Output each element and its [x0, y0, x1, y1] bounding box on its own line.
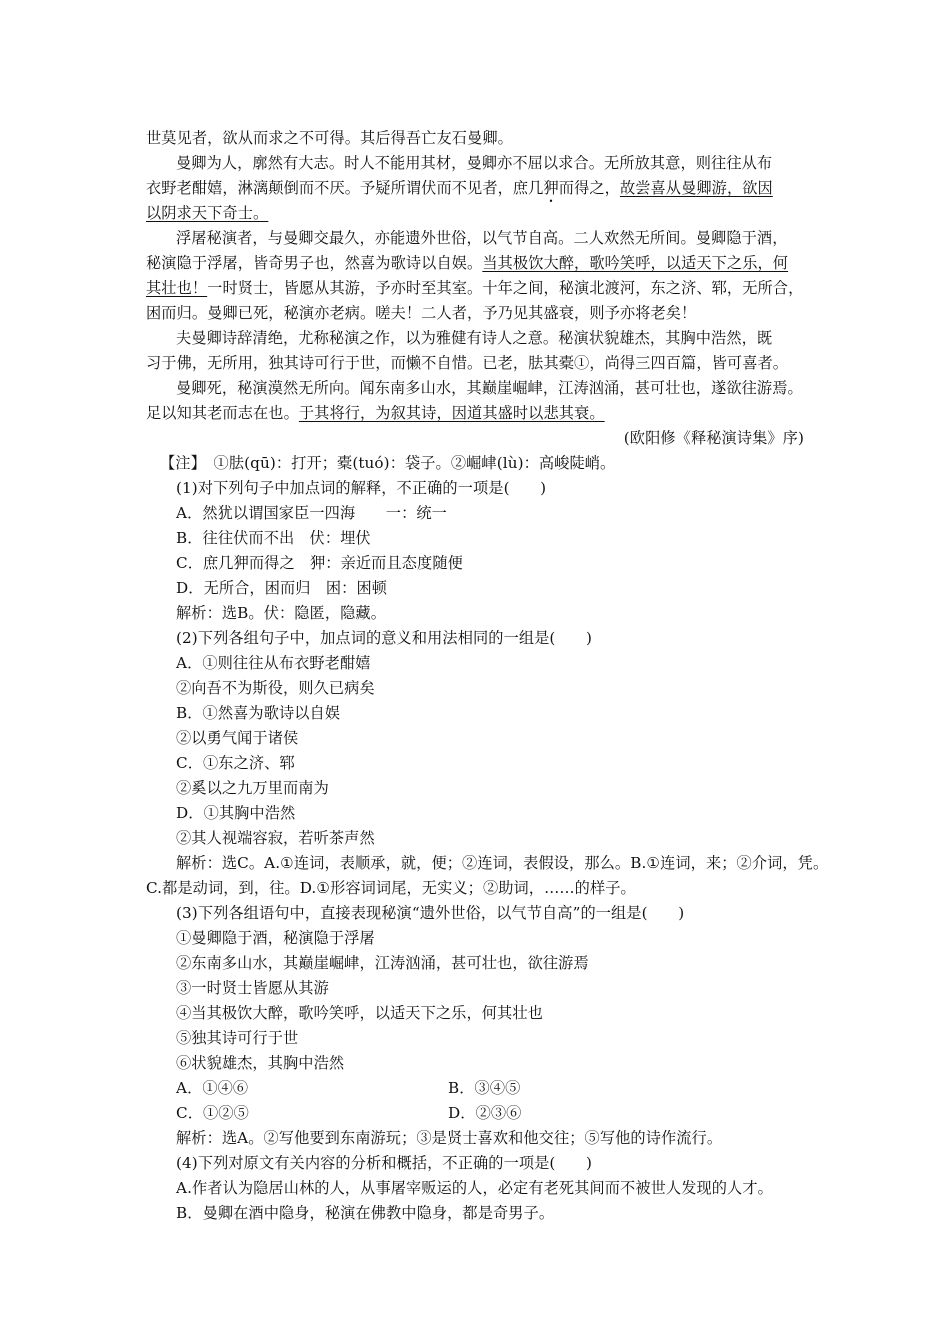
option-d-2: ②其人视端容寂，若听茶声然 [176, 829, 375, 847]
passage-line: 浮屠秘演者，与曼卿交最久，亦能遗外世俗，以气节自高。二人欢然无所间。曼卿隐于酒， [176, 229, 788, 247]
option-b-2: ②以勇气闻于诸侯 [176, 729, 299, 747]
analysis: 解析：选A。②写他要到东南游玩；③是贤士喜欢和他交往；⑤写他的诗作流行。 [176, 1129, 723, 1147]
underlined-sentence: 当其极饮大醉，歌吟笑呼，以适天下之乐，何 [482, 254, 789, 272]
passage-line: 困而归。曼卿已死，秘演亦老病。嗟夫！二人者，予乃见其盛衰，则予亦将老矣！ [146, 304, 697, 322]
passage-line: 衣野老酣嬉，淋漓颠倒而不厌。予疑所谓伏而不见者，庶几狎而得之，故尝喜从曼卿游，欲因 [146, 179, 773, 197]
passage-line: 世莫见者，欲从而求之不可得。其后得吾亡友石曼卿。 [146, 129, 513, 147]
passage-line: 习于佛，无所用，独其诗可行于世，而懒不自惜。已老，胠其橐①，尚得三四百篇，皆可喜者。 [146, 354, 789, 372]
option-a-2: ②向吾不为斯役，则久已病矣 [176, 679, 375, 697]
option-c: C．庶几狎而得之 狎：亲近而且态度随便 [176, 554, 463, 572]
option-b: B．曼卿在酒中隐身，秘演在佛教中隐身，都是奇男子。 [176, 1204, 555, 1222]
option-a: A．然犹以谓国家臣一四海 一：统一 [176, 504, 447, 522]
option-c-1: C．①东之济、郓 [176, 754, 295, 772]
item-1: ①曼卿隐于酒，秘演隐于浮屠 [176, 929, 375, 947]
question-stem: (4)下列对原文有关内容的分析和概括，不正确的一项是( ) [176, 1154, 593, 1172]
item-4: ④当其极饮大醉，歌吟笑呼，以适天下之乐，何其壮也 [176, 1004, 543, 1022]
question-stem: (2)下列各组句子中，加点词的意义和用法相同的一组是( ) [176, 629, 593, 647]
analysis: 解析：选B。伏：隐匿，隐藏。 [176, 604, 386, 622]
footnote: 【注】 ①胠(qū)：打开；橐(tuó)：袋子。②崛峍(lù)：高峻陡峭。 [160, 454, 616, 472]
passage-line [146, 201, 268, 225]
passage-line: 曼卿为人，廓然有大志。时人不能用其材，曼卿亦不屈以求合。无所放其意，则往往从布 [176, 154, 773, 172]
option-d-1: D．①其胸中浩然 [176, 804, 296, 822]
passage-source: (欧阳修《释秘演诗集》序) [623, 429, 804, 447]
item-6: ⑥状貌雄杰，其胸中浩然 [176, 1054, 345, 1072]
passage-line: 秘演隐于浮屠，皆奇男子也，然喜为歌诗以自娱。当其极饮大醉，歌吟笑呼，以适天下之乐，何 [146, 254, 789, 272]
option-a: A．①④⑥ [176, 1079, 249, 1097]
passage-line: 曼卿死，秘演漠然无所向。闻东南多山水，其巅崖崛峍，江涛汹涌，甚可壮也，遂欲往游焉。 [176, 379, 803, 397]
underlined-sentence: 其壮也！ [146, 279, 208, 297]
option-c-2: ②奚以之九万里而南为 [176, 779, 329, 797]
underlined-sentence: 于其将行，为叙其诗，因道其盛时以悲其衰。 [298, 404, 605, 422]
option-c: C．①②⑤ [176, 1104, 249, 1122]
passage-line: 其壮也！一时贤士，皆愿从其游，予亦时至其室。十年之间，秘演北渡河，东之济、郓，无所合， [146, 279, 804, 297]
option-b: B．③④⑤ [448, 1079, 521, 1097]
analysis-continued: C.都是动词，到，往。D.①形容词词尾，无实义；②助词，……的样子。 [146, 879, 636, 897]
underlined-sentence: 故尝喜从曼卿游，欲因 [619, 179, 773, 197]
option-b: B．往往伏而不出 伏：埋伏 [176, 529, 371, 547]
option-b-1: B．①然喜为歌诗以自娱 [176, 704, 341, 722]
option-d: D．②③⑥ [448, 1104, 522, 1122]
option-a: A.作者认为隐居山林的人，从事屠宰贩运的人，必定有老死其间而不被世人发现的人才。 [176, 1179, 773, 1197]
item-3: ③一时贤士皆愿从其游 [176, 979, 329, 997]
passage-line: 足以知其老而志在也。于其将行，为叙其诗，因道其盛时以悲其衰。 [146, 404, 605, 422]
option-d: D．无所合，困而归 困：困顿 [176, 579, 388, 597]
question-stem: (1)对下列句子中加点词的解释，不正确的一项是( ) [176, 479, 547, 497]
passage-line: 夫曼卿诗辞清绝，尤称秘演之作，以为雅健有诗人之意。秘演状貌雄杰，其胸中浩然，既 [176, 329, 773, 347]
question-stem: (3)下列各组语句中，直接表现秘演“遗外世俗，以气节自高”的一组是( ) [176, 904, 685, 922]
item-2: ②东南多山水，其巅崖崛峍，江涛汹涌，甚可壮也，欲往游焉 [176, 954, 589, 972]
option-a-1: A．①则往往从布衣野老酣嬉 [176, 654, 371, 672]
item-5: ⑤独其诗可行于世 [176, 1029, 299, 1047]
underlined-sentence: 以阴求天下奇士。 [146, 204, 269, 222]
analysis: 解析：选C。A.①连词，表顺承，就，便；②连词，表假设，那么。B.①连词，来；②介词，凭。 [176, 854, 829, 872]
emphasized-word: 狎 [543, 179, 559, 197]
